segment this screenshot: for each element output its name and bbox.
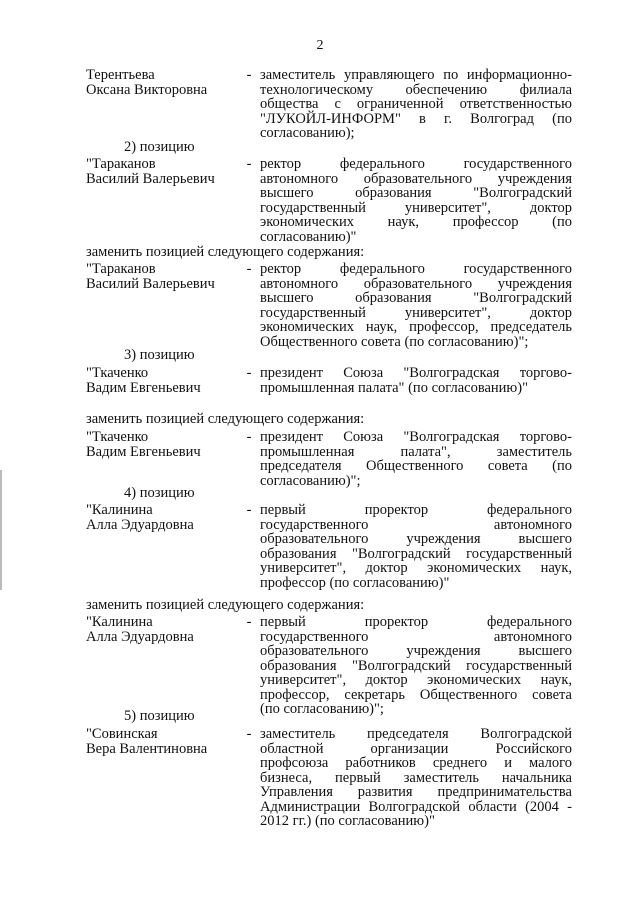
scan-edge-mark <box>0 470 2 590</box>
desc-line: автономного образовательного учреждения <box>260 275 572 292</box>
name-line: "Калинина <box>86 614 153 630</box>
desc-line: бизнеса, первый заместитель начальника <box>260 769 572 786</box>
desc-line: высшего образования "Волгоградский <box>260 290 572 306</box>
name-line: Вадим Евгеньевич <box>86 379 201 396</box>
name-line: "Ткаченко <box>86 365 149 381</box>
desc-line: высшего образования "Волгоградский <box>260 185 572 201</box>
position-label-2: 2) позицию <box>124 139 195 155</box>
entry-description <box>260 727 572 829</box>
entry-name <box>86 615 242 644</box>
desc-line: заместитель председателя Волгоградской <box>260 726 572 742</box>
entry-name <box>86 262 242 291</box>
desc-line: автономного образовательного учреждения <box>260 170 572 187</box>
desc-line: промышленная палата", заместитель <box>260 443 572 460</box>
dash: - <box>246 156 252 172</box>
desc-line: Администрации Волгоградской области (2004 - <box>260 798 572 815</box>
name-line: Алла Эдуардовна <box>86 516 194 533</box>
entry-description <box>260 615 572 717</box>
dash: - <box>246 614 252 630</box>
name-line: Оксана Викторовна <box>86 81 208 98</box>
desc-line: государственный университет", доктор <box>260 199 572 216</box>
desc-line: ректор федерального государственного <box>260 156 572 172</box>
dash: - <box>246 261 252 277</box>
name-line: Василий Валерьевич <box>86 275 215 292</box>
desc-line: профессор (по согласованию)" <box>260 574 450 591</box>
entry-name <box>86 503 242 532</box>
desc-line: профсоюза работников среднего и малого <box>260 755 572 771</box>
entry-name <box>86 157 242 186</box>
name-line: Василий Валерьевич <box>86 170 215 187</box>
desc-line: 2012 гг.) (по согласованию)" <box>260 813 435 829</box>
desc-line: первый проректор федерального <box>260 614 572 630</box>
replace-instruction: заменить позицией следующего содержания: <box>86 244 365 260</box>
position-label-5: 5) позицию <box>124 708 195 724</box>
desc-line: образования "Волгоградский государственный <box>260 657 572 674</box>
name-line: Вера Валентиновна <box>86 740 208 757</box>
entry-description <box>260 157 572 244</box>
entry-description <box>260 503 572 590</box>
entry-description <box>260 366 572 395</box>
desc-line: Управления развития предпринимательства <box>260 784 572 800</box>
entry-description <box>260 68 572 141</box>
position-label-3: 3) позицию <box>124 347 195 363</box>
desc-line: государственный университет", доктор <box>260 304 572 321</box>
page-number: 2 <box>316 38 324 53</box>
desc-line: общества с ограниченной ответственностью <box>260 96 572 112</box>
dash: - <box>246 429 252 445</box>
desc-line: согласованию)"; <box>260 472 361 489</box>
desc-line: председателя Общественного совета (по <box>260 458 572 474</box>
entry-name <box>86 366 242 395</box>
desc-line: президент Союза "Волгоградская торгово- <box>260 365 572 381</box>
desc-line: образовательного учреждения высшего <box>260 531 572 547</box>
desc-line: областной организации Российского <box>260 740 572 757</box>
dash: - <box>246 365 252 381</box>
desc-line: согласованию)" <box>260 228 357 245</box>
desc-line: (по согласованию)"; <box>260 701 384 717</box>
desc-line: университет", доктор экономических наук, <box>260 560 572 576</box>
dash: - <box>246 67 252 83</box>
desc-line: Общественного совета (по согласованию)"; <box>260 333 529 350</box>
dash: - <box>246 502 252 518</box>
desc-line: первый проректор федерального <box>260 502 572 518</box>
name-line: Алла Эдуардовна <box>86 628 194 645</box>
desc-line: экономических наук, профессор (по <box>260 214 572 230</box>
replace-instruction: заменить позицией следующего содержания: <box>86 411 365 427</box>
entry-name <box>86 430 242 459</box>
desc-line: образовательного учреждения высшего <box>260 643 572 659</box>
desc-line: заместитель управляющего по информационно- <box>260 67 572 83</box>
name-line: "Тараканов <box>86 261 156 277</box>
desc-line: президент Союза "Волгоградская торгово- <box>260 429 572 445</box>
replace-instruction: заменить позицией следующего содержания: <box>86 597 365 613</box>
desc-line: технологическому обеспечению филиала <box>260 81 572 98</box>
entry-name <box>86 727 242 756</box>
desc-line: промышленная палата" (по согласованию)" <box>260 379 529 396</box>
name-line: "Калинина <box>86 502 153 518</box>
desc-line: образования "Волгоградский государственный <box>260 545 572 562</box>
position-label-4: 4) позицию <box>124 485 195 501</box>
entry-name <box>86 68 242 97</box>
name-line: "Тараканов <box>86 156 156 172</box>
desc-line: университет", доктор экономических наук, <box>260 672 572 688</box>
entry-description <box>260 262 572 349</box>
desc-line: государственного автономного <box>260 516 572 533</box>
name-line: Терентьева <box>86 67 155 83</box>
desc-line: экономических наук, профессор, председатель <box>260 319 572 335</box>
dash: - <box>246 726 252 742</box>
name-line: "Совинская <box>86 726 158 742</box>
desc-line: "ЛУКОЙЛ-ИНФОРМ" в г. Волгоград (по <box>260 110 572 127</box>
desc-line: профессор, секретарь Общественного совета <box>260 686 572 703</box>
name-line: Вадим Евгеньевич <box>86 443 201 460</box>
entry-description <box>260 430 572 488</box>
desc-line: ректор федерального государственного <box>260 261 572 277</box>
name-line: "Ткаченко <box>86 429 149 445</box>
desc-line: согласованию); <box>260 125 355 141</box>
desc-line: государственного автономного <box>260 628 572 645</box>
